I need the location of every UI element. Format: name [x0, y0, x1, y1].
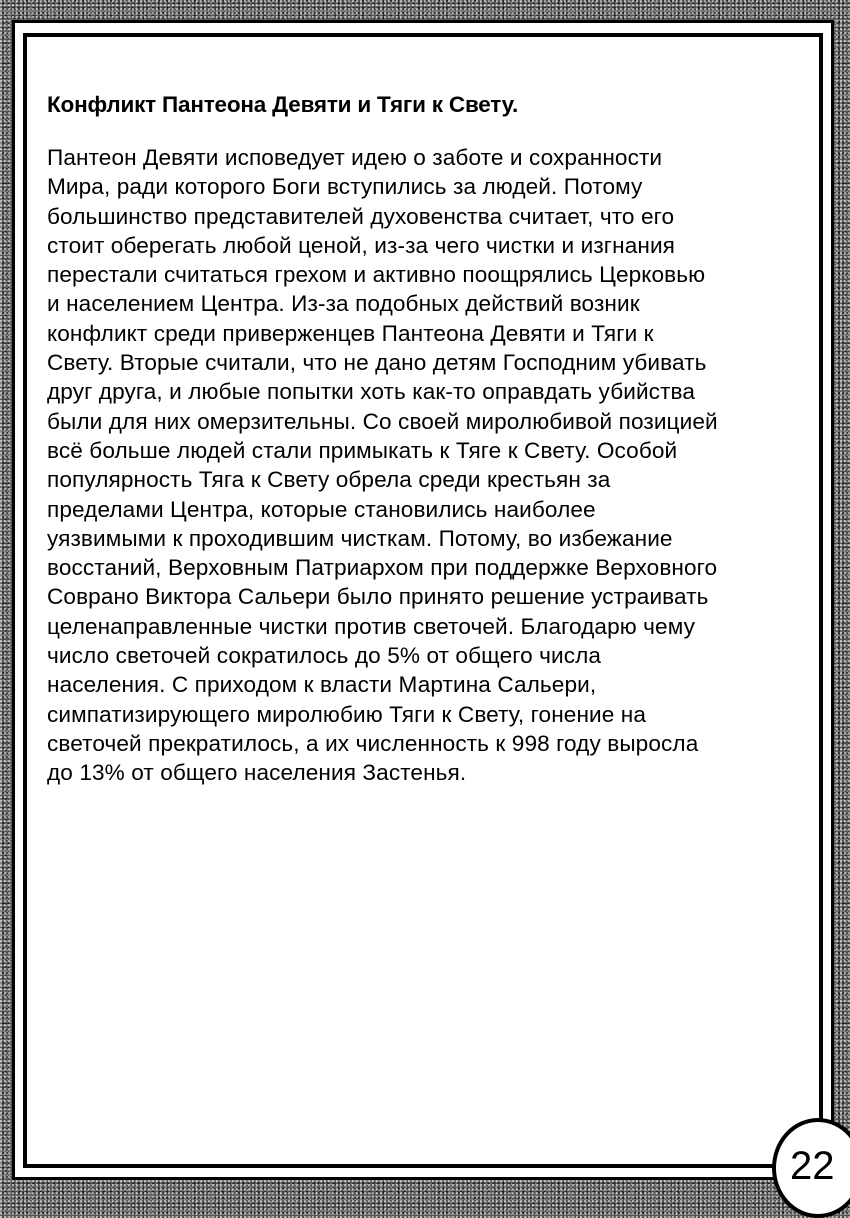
body-line: Свету. Вторые считали, что не дано детям Господним убивать: [47, 350, 707, 376]
body-line: перестали считаться грехом и активно поощрялись Церковью: [47, 262, 706, 288]
body-line: большинство представителей духовенства считает, что его: [47, 203, 675, 229]
body-line: конфликт среди приверженцев Пантеона Девяти и Тяги к: [47, 320, 654, 346]
body-line: число светочей сократилось до 5% от общего числа: [47, 643, 602, 669]
body-line: и населением Центра. Из-за подобных действий возник: [47, 291, 640, 317]
body-line: населения. С приходом к власти Мартина Сальери,: [47, 672, 597, 698]
body-line: популярность Тяга к Свету обрела среди крестьян за: [47, 467, 611, 493]
body-line: симпатизирующего миролюбию Тяги к Свету, гонение на: [47, 701, 647, 727]
body-line: друг друга, и любые попытки хоть как-то оправдать убийства: [47, 379, 696, 405]
page-title: Конфликт Пантеона Девяти и Тяги к Свету.: [47, 92, 519, 117]
body-line: уязвимыми к проходившим чисткам. Потому, во избежание: [47, 525, 673, 551]
body-line: всё больше людей стали примыкать к Тяге к Свету. Особой: [47, 437, 678, 463]
body-line: восстаний, Верховным Патриархом при поддержке Верховного: [47, 555, 718, 581]
body-line: Соврано Виктора Сальери было принято решение устраивать: [47, 584, 709, 610]
body-line: стоит оберегать любой ценой, из-за чего чистки и изгнания: [47, 232, 676, 258]
body-line: Мира, ради которого Боги вступились за людей. Потому: [47, 174, 643, 200]
page-content: [47, 90, 817, 788]
body-line: Пантеон Девяти исповедует идею о заботе и сохранности: [47, 145, 663, 170]
body-line: были для них омерзительны. Со своей миролюбивой позицией: [47, 408, 718, 434]
body-line: целенаправленные чистки против светочей. Благодарю чему: [47, 613, 695, 639]
body-paragraph: [47, 143, 817, 788]
body-line: светочей прекратилось, а их численность к 998 году выросла: [47, 730, 699, 756]
page-number: 22: [790, 1144, 835, 1188]
body-line: пределами Центра, которые становились наиболее: [47, 496, 596, 522]
body-line: до 13% от общего населения Застенья.: [47, 760, 467, 786]
